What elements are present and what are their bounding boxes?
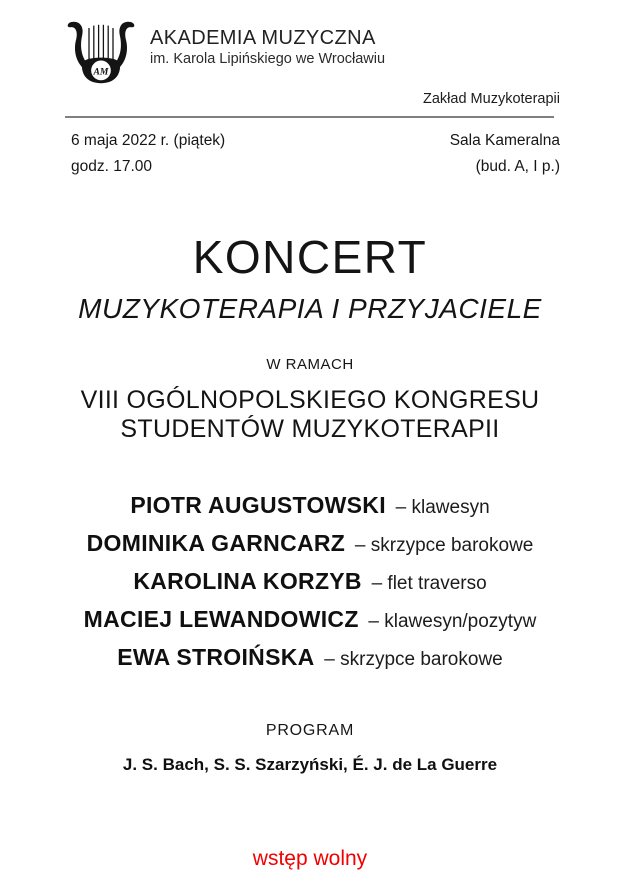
performer-line — [0, 526, 620, 564]
institution-block — [150, 20, 385, 69]
institution-name: AKADEMIA MUZYCZNA — [150, 27, 376, 49]
performer-name: PIOTR AUGUSTOWSKI — [130, 492, 386, 518]
event-date: 6 maja 2022 r. (piątek) — [71, 132, 226, 149]
department-name: Zakład Muzykoterapii — [423, 91, 560, 107]
performer-line — [0, 564, 620, 602]
congress-line2: STUDENTÓW MUZYKOTERAPII — [120, 415, 500, 443]
lyre-am-logo-icon — [64, 20, 138, 84]
performer-instrument: – klawesyn/pozytyw — [368, 611, 537, 632]
within-label: W RAMACH — [266, 356, 354, 373]
performers-list — [0, 488, 620, 678]
institution-subtitle: im. Karola Lipińskiego we Wrocławiu — [150, 51, 386, 67]
admission-note: wstęp wolny — [252, 847, 368, 870]
performer-name: KAROLINA KORZYB — [133, 568, 362, 594]
performer-name: DOMINIKA GARNCARZ — [86, 530, 346, 556]
congress-line1: VIII OGÓLNOPOLSKIEGO KONGRESU — [80, 386, 540, 414]
performer-line — [0, 602, 620, 640]
performer-line — [0, 488, 620, 526]
performer-name: MACIEJ LEWANDOWICZ — [83, 606, 359, 632]
concert-subtitle: MUZYKOTERAPIA I PRZYJACIELE — [78, 293, 542, 324]
venue-detail: (bud. A, I p.) — [475, 158, 560, 175]
event-time: godz. 17.00 — [71, 158, 153, 175]
performer-instrument: – skrzypce barokowe — [324, 649, 503, 670]
program-label: PROGRAM — [265, 722, 355, 739]
header — [0, 0, 620, 84]
performer-instrument: – klawesyn — [395, 497, 490, 518]
svg-text:AM: AM — [93, 66, 109, 78]
venue-name: Sala Kameralna — [449, 132, 560, 149]
performer-line — [0, 640, 620, 678]
performer-name: EWA STROIŃSKA — [117, 644, 315, 670]
performer-instrument: – skrzypce barokowe — [354, 535, 534, 556]
program-composers: J. S. Bach, S. S. Szarzyński, É. J. de La Guerre — [122, 755, 498, 774]
event-venue — [450, 128, 560, 180]
performer-instrument: – flet traverso — [371, 573, 487, 594]
concert-title: KONCERT — [192, 231, 428, 283]
event-datetime — [71, 128, 225, 180]
congress-title — [0, 386, 620, 444]
event-info — [0, 118, 620, 180]
